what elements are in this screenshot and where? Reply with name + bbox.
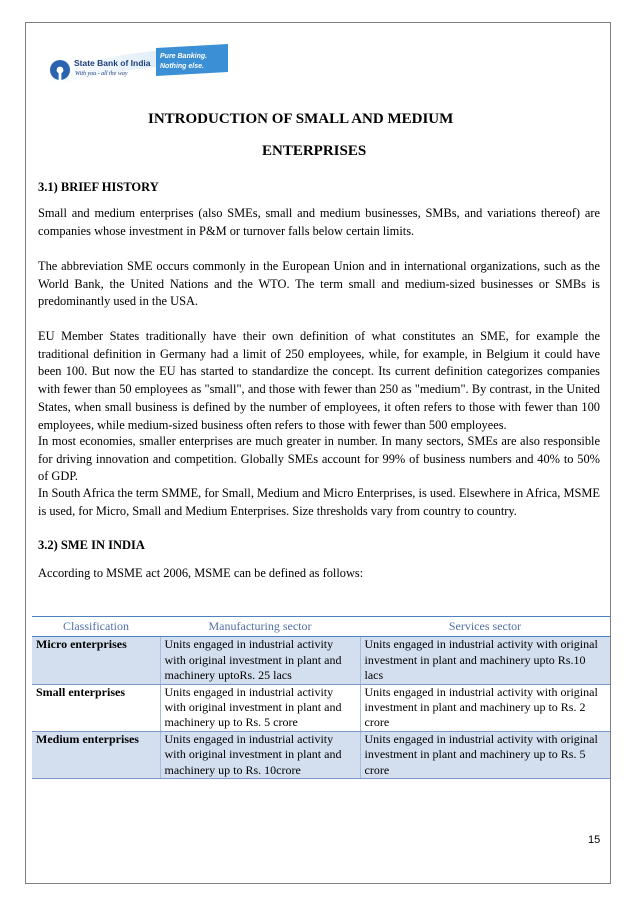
cell-manufacturing: Units engaged in industrial activity with original investment in plant and machinery up to Rs. 10crore	[160, 731, 360, 778]
msme-classification-table	[32, 616, 610, 779]
table-row	[32, 731, 610, 778]
sbi-emblem-icon	[50, 60, 70, 80]
paragraph-eu-definition: EU Member States traditionally have their own definition of what constitutes an SME, for example the traditional definition in Germany had a limit of 250 employees, while, for example, in Belgium it could have been 100. But now the EU has started to standardize the concept. Its current definition categorizes companies with fewer than 50 employees as "small", and those with fewer than 250 as "medium". By contrast, in the United States, when small business is defined by the number of employees, it often refers to those with fewer than 100 employees, while medium-sized business often refers to those with fewer than 500 employees.	[38, 329, 600, 432]
bank-tagline: With you - all the way	[75, 71, 128, 77]
paragraph-south-africa: In South Africa the term SMME, for Small, Medium and Micro Enterprises, is used. Elsewhere in Africa, MSME is used, for Micro, Small and Medium Enterprises. Size thresholds vary from country to country.	[38, 486, 600, 518]
page-title-line2: ENTERPRISES	[262, 143, 367, 159]
table-row	[32, 684, 610, 731]
header-services: Services sector	[360, 617, 610, 637]
cell-services: Units engaged in industrial activity with original investment in plant and machinery up to Rs. 5 crore	[360, 731, 610, 778]
cell-manufacturing: Units engaged in industrial activity with original investment in plant and machinery uptoRs. 25 lacs	[160, 637, 360, 684]
table-header-row	[32, 617, 610, 637]
header-manufacturing: Manufacturing sector	[160, 617, 360, 637]
slogan-line1: Pure Banking.	[160, 53, 208, 60]
page-number: 15	[588, 834, 601, 846]
bank-name: State Bank of India	[74, 58, 151, 68]
cell-classification: Small enterprises	[32, 684, 160, 731]
slogan-line2: Nothing else.	[160, 63, 204, 70]
cell-manufacturing: Units engaged in industrial activity with original investment in plant and machinery up to Rs. 5 crore	[160, 684, 360, 731]
cell-services: Units engaged in industrial activity with original investment in plant and machinery up to Rs. 2 crore	[360, 684, 610, 731]
paragraph-msme-intro: According to MSME act 2006, MSME can be defined as follows:	[38, 566, 364, 580]
cell-services: Units engaged in industrial activity with original investment in plant and machinery upto Rs.10 lacs	[360, 637, 610, 684]
header-classification: Classification	[32, 617, 160, 637]
paragraph-sme-definition: Small and medium enterprises (also SMEs, small and medium businesses, SMBs, and variations thereof) are companies whose investment in P&M or turnover falls below certain limits.	[38, 206, 600, 238]
paragraph-economies: In most economies, smaller enterprises are much greater in number. In many sectors, SMEs are also responsible for driving innovation and competition. Globally SMEs account for 99% of business numbers and 40% to 50% of GDP.	[38, 434, 600, 484]
cell-classification: Medium enterprises	[32, 731, 160, 778]
paragraph-sme-abbreviation: The abbreviation SME occurs commonly in the European Union and in international organizations, such as the World Bank, the United Nations and the WTO. The term small and medium-sized businesses or SMBs is predominantly used in the USA.	[38, 259, 600, 309]
cell-classification: Micro enterprises	[32, 637, 160, 684]
page-title-line1: INTRODUCTION OF SMALL AND MEDIUM	[148, 111, 454, 127]
table-row	[32, 637, 610, 684]
section-heading-brief-history: 3.1) BRIEF HISTORY	[38, 180, 159, 194]
sbi-logo	[44, 42, 228, 90]
section-heading-sme-india: 3.2) SME IN INDIA	[38, 538, 145, 552]
